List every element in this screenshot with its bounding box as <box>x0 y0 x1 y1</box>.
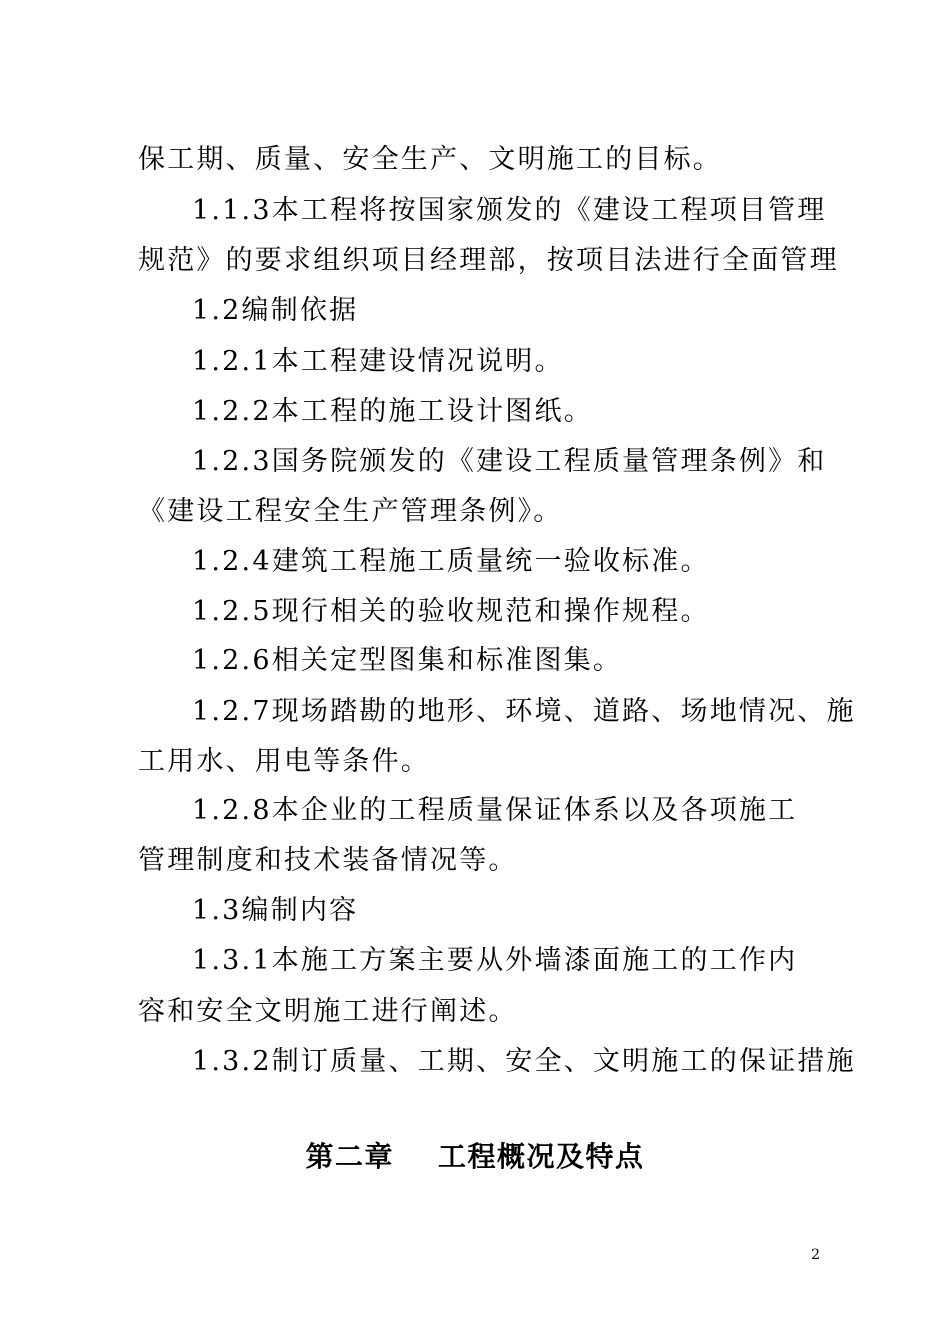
section-heading: 1.2编制依据 <box>192 295 359 326</box>
body-text-line: 1.2.8本企业的工程质量保证体系以及各项施工 <box>192 795 798 826</box>
body-text-line: 1.2.3国务院颁发的《建设工程质量管理条例》和 <box>192 446 827 477</box>
body-text-line: 管理制度和技术装备情况等。 <box>138 845 518 876</box>
chapter-heading <box>0 1132 950 1182</box>
body-text-line: 1.1.3本工程将按国家颁发的《建设工程项目管理 <box>192 195 827 226</box>
body-text-line: 《建设工程安全生产管理条例》。 <box>138 496 563 527</box>
body-text-line: 容和安全文明施工进行阐述。 <box>138 996 518 1027</box>
section-heading: 1.3编制内容 <box>192 895 359 926</box>
body-text-line: 1.2.7现场踏勘的地形、环境、道路、场地情况、施 <box>192 696 856 727</box>
chapter-title: 工程概况及特点 <box>438 1140 645 1173</box>
body-text-line: 1.2.4建筑工程施工质量统一验收标准。 <box>192 546 710 577</box>
body-text-line: 保工期、质量、安全生产、文明施工的目标。 <box>138 144 722 175</box>
body-text-line: 1.2.1本工程建设情况说明。 <box>192 346 564 377</box>
chapter-number: 第二章 <box>305 1140 394 1173</box>
body-text-line: 1.2.5现行相关的验收规范和操作规程。 <box>192 596 710 627</box>
body-text-line: 1.2.2本工程的施工设计图纸。 <box>192 396 593 427</box>
body-text-line: 规范》的要求组织项目经理部，按项目法进行全面管理 <box>138 245 839 276</box>
page-number: 2 <box>811 1247 820 1263</box>
body-text-line: 1.2.6相关定型图集和标准图集。 <box>192 645 623 676</box>
body-text-line: 1.3.1本施工方案主要从外墙漆面施工的工作内 <box>192 945 798 976</box>
body-text-line: 工用水、用电等条件。 <box>138 746 430 777</box>
body-text-line: 1.3.2制订质量、工期、安全、文明施工的保证措施 <box>192 1046 856 1077</box>
